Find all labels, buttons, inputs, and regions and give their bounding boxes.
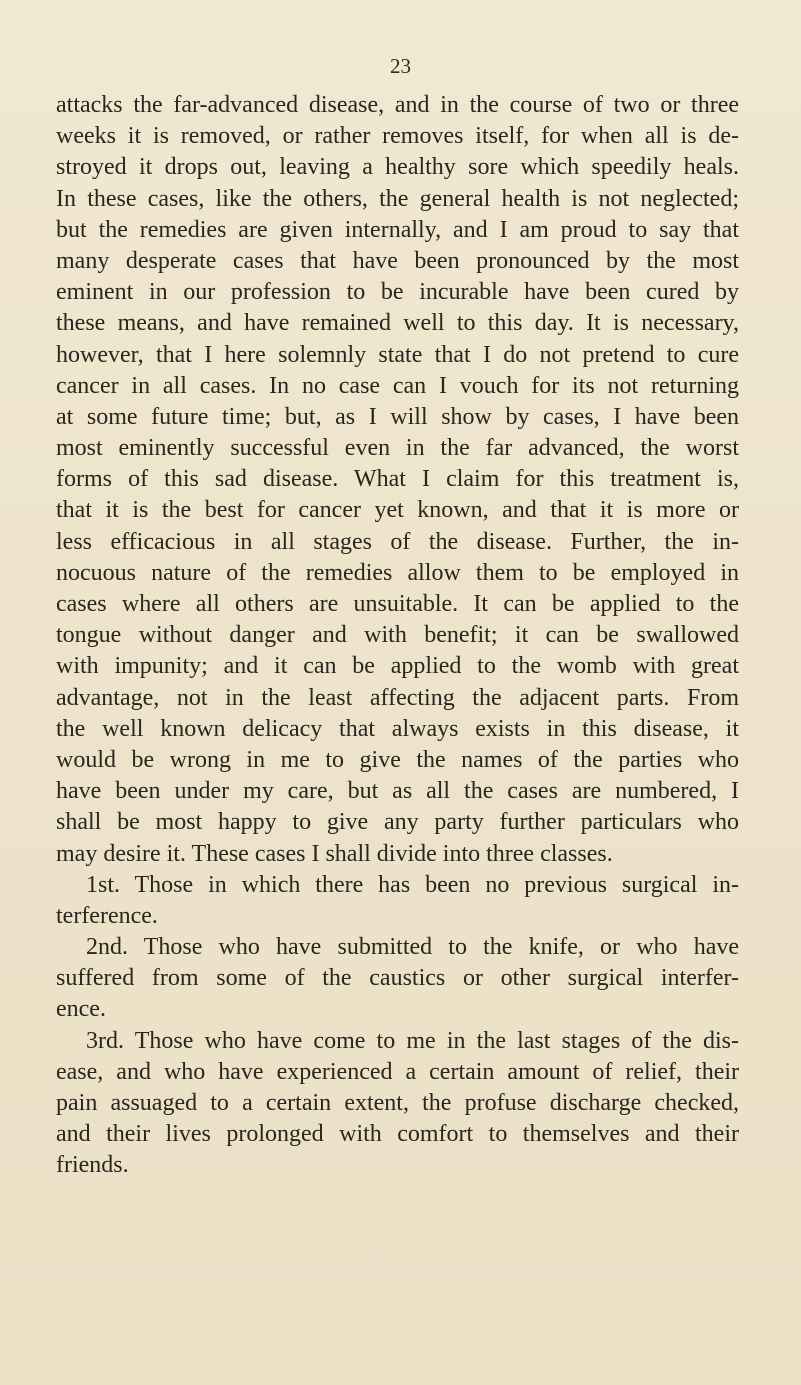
page-number: 23 (390, 54, 411, 78)
text-line: terference. (56, 902, 158, 929)
text-line: attacks the far-advanced disease, and in the course of two or three (56, 92, 739, 118)
text-line: that it is the best for cancer yet known, and that it is more or (56, 497, 739, 524)
text-line: forms of this sad disease. What I claim for this treatment is, (56, 466, 739, 493)
text-line: stroyed it drops out, leaving a healthy sore which speedily heals. (56, 154, 739, 181)
text-line: suffered from some of the caustics or other surgical interfer- (56, 965, 739, 992)
text-line: cancer in all cases. In no case can I vouch for its not returning (56, 372, 739, 399)
text-line: cases where all others are unsuitable. It can be applied to the (56, 591, 739, 617)
class-item-second: 2nd. Those who have submitted to the knife, or who have (86, 934, 739, 961)
text-line: have been under my care, but as all the cases are numbered, I (56, 778, 739, 805)
text-line: with impunity; and it can be applied to the womb with great (56, 653, 739, 680)
text-line: shall be most happy to give any party further particulars who (56, 809, 739, 836)
body-text (56, 90, 739, 1182)
text-line: In these cases, like the others, the general health is not neglected; (56, 185, 739, 212)
class-item-first: 1st. Those in which there has been no previous surgical in- (86, 871, 739, 898)
text-line: these means, and have remained well to this day. It is necessary, (56, 310, 739, 337)
text-line: less efficacious in all stages of the disease. Further, the in- (56, 528, 739, 555)
text-line: at some future time; but, as I will show by cases, I have been (56, 403, 739, 430)
text-line: tongue without danger and with benefit; it can be swallowed (56, 622, 739, 649)
text-line: ence. (56, 996, 106, 1023)
text-line: however, that I here solemnly state that I do not pretend to cure (56, 341, 739, 368)
text-line: would be wrong in me to give the names of the parties who (56, 746, 739, 773)
text-line: eminent in our profession to be incurable have been cured by (56, 279, 739, 306)
text-line: and their lives prolonged with comfort to themselves and their (56, 1121, 739, 1148)
text-line: many desperate cases that have been pronounced by the most (56, 247, 739, 274)
text-line: advantage, not in the least affecting the adjacent parts. From (56, 684, 739, 711)
text-line: may desire it. These cases I shall divide into three classes. (56, 840, 613, 867)
text-line: pain assuaged to a certain extent, the profuse discharge checked, (56, 1090, 739, 1116)
text-line: ease, and who have experienced a certain amount of relief, their (56, 1058, 739, 1085)
class-item-third: 3rd. Those who have come to me in the last stages of the dis- (86, 1027, 739, 1054)
text-line: friends. (56, 1152, 129, 1179)
text-line: nocuous nature of the remedies allow them to be employed in (56, 559, 739, 586)
text-line: the well known delicacy that always exists in this disease, it (56, 715, 739, 742)
text-line: most eminently successful even in the far advanced, the worst (56, 435, 739, 462)
text-line: weeks it is removed, or rather removes itself, for when all is de- (56, 123, 739, 150)
text-line: but the remedies are given internally, and I am proud to say that (56, 216, 739, 243)
